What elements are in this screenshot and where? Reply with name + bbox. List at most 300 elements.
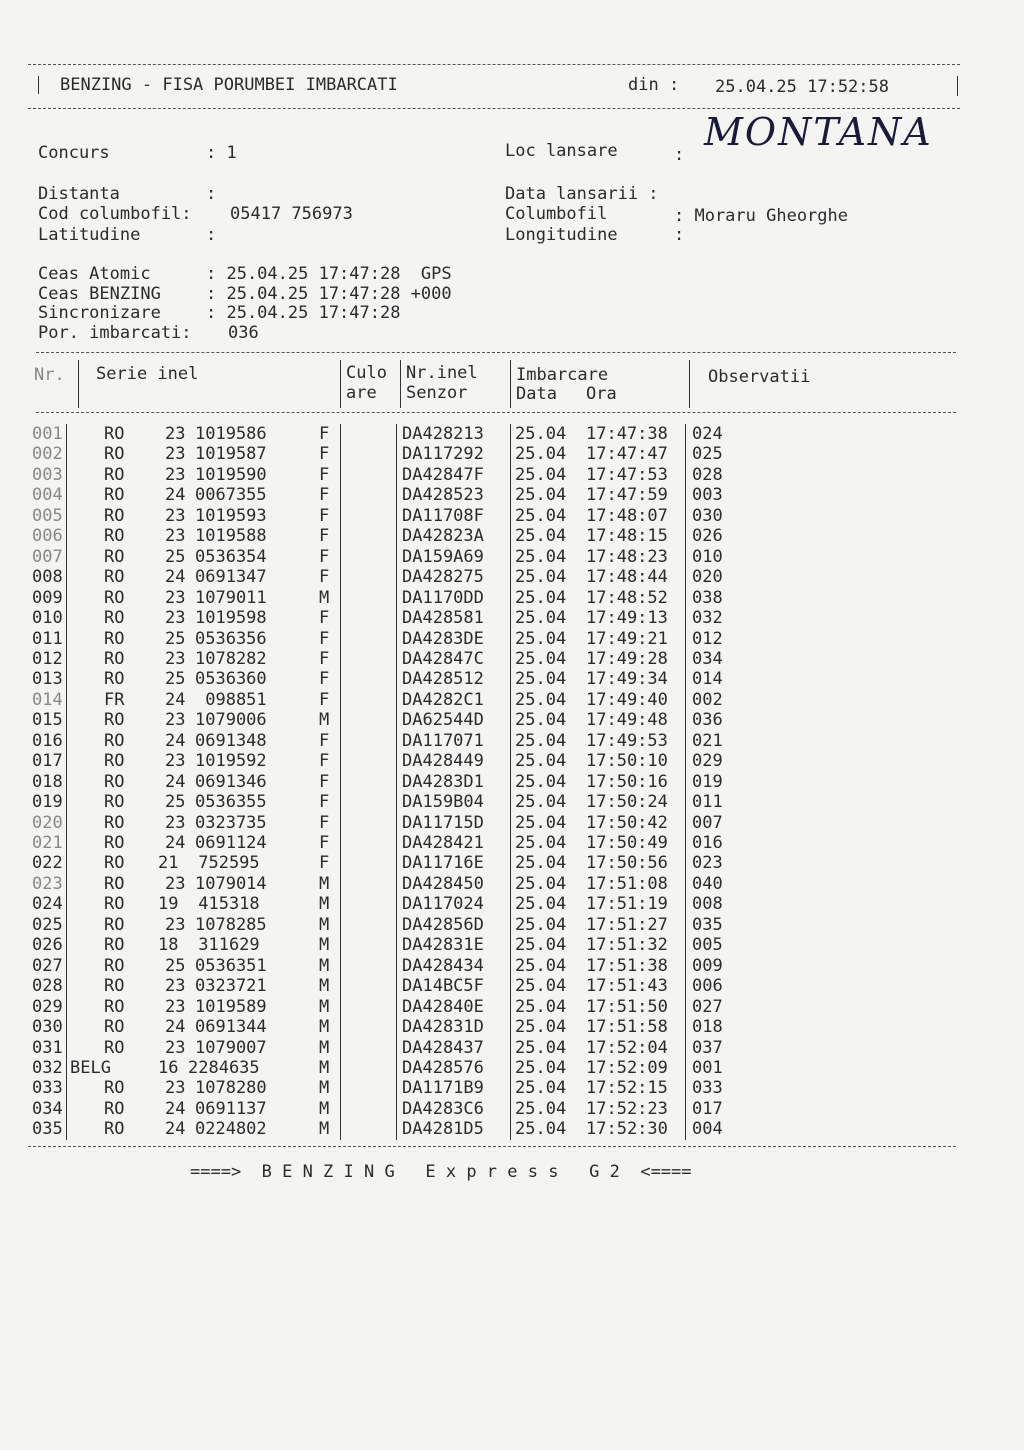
row-date: 25.04 — [515, 465, 567, 485]
row-country: RO — [104, 935, 125, 955]
table-row — [0, 792, 1024, 812]
distanta-label: Distanta — [38, 184, 120, 204]
row-ring-number: 311629 — [188, 935, 260, 955]
row-time: 17:51:08 — [586, 874, 668, 894]
row-date: 25.04 — [515, 874, 567, 894]
row-sex: M — [319, 976, 330, 996]
table-row — [0, 629, 1024, 649]
row-time: 17:48:15 — [586, 526, 668, 546]
row-sensor: DA11715D — [402, 813, 484, 833]
row-time: 17:48:23 — [586, 547, 668, 567]
row-year: 16 — [158, 1058, 179, 1078]
row-year: 23 — [165, 976, 186, 996]
row-year: 23 — [165, 465, 186, 485]
row-year: 23 — [165, 874, 186, 894]
row-ring-number: 1079007 — [195, 1038, 267, 1058]
row-year: 24 — [165, 485, 186, 505]
row-observation: 016 — [692, 833, 723, 853]
row-observation: 040 — [692, 874, 723, 894]
row-observation: 006 — [692, 976, 723, 996]
table-bottom-border — [28, 1146, 956, 1147]
row-observation: 012 — [692, 629, 723, 649]
row-ring-number: 0067355 — [195, 485, 267, 505]
header-top-border — [28, 64, 960, 65]
table-row — [0, 1038, 1024, 1058]
table-row — [0, 813, 1024, 833]
row-observation: 010 — [692, 547, 723, 567]
row-observation: 018 — [692, 1017, 723, 1037]
row-date: 25.04 — [515, 956, 567, 976]
row-year: 24 — [165, 731, 186, 751]
row-country: RO — [104, 1119, 125, 1139]
ceas-atomic-value: : 25.04.25 17:47:28 GPS — [206, 264, 452, 284]
row-country: RO — [104, 1017, 125, 1037]
row-sex: F — [319, 690, 330, 710]
row-sensor: DA42831E — [402, 935, 484, 955]
row-observation: 009 — [692, 956, 723, 976]
col-header-senzor: Senzor — [406, 383, 468, 403]
row-sensor: DA428512 — [402, 669, 484, 689]
row-ring-number: 0323735 — [195, 813, 267, 833]
row-sensor: DA428523 — [402, 485, 484, 505]
row-ring-number: 0691347 — [195, 567, 267, 587]
row-observation: 023 — [692, 853, 723, 873]
row-sensor: DA11716E — [402, 853, 484, 873]
row-time: 17:48:07 — [586, 506, 668, 526]
row-nr: 001 — [32, 424, 63, 444]
col-header-ora: Ora — [586, 384, 617, 404]
row-sensor: DA4282C1 — [402, 690, 484, 710]
row-sex: M — [319, 1119, 330, 1139]
document-title: BENZING - FISA PORUMBEI IMBARCATI — [60, 75, 398, 95]
row-time: 17:51:50 — [586, 997, 668, 1017]
row-observation: 005 — [692, 935, 723, 955]
row-ring-number: 1019598 — [195, 608, 267, 628]
row-time: 17:51:58 — [586, 1017, 668, 1037]
row-time: 17:50:24 — [586, 792, 668, 812]
row-country: RO — [104, 649, 125, 669]
row-time: 17:51:32 — [586, 935, 668, 955]
table-row — [0, 997, 1024, 1017]
row-time: 17:50:10 — [586, 751, 668, 771]
row-time: 17:48:52 — [586, 588, 668, 608]
row-nr: 007 — [32, 547, 63, 567]
row-nr: 016 — [32, 731, 63, 751]
row-sex: F — [319, 731, 330, 751]
row-sensor: DA428275 — [402, 567, 484, 587]
row-date: 25.04 — [515, 1099, 567, 1119]
row-sensor: DA428581 — [402, 608, 484, 628]
row-time: 17:49:48 — [586, 710, 668, 730]
row-sex: M — [319, 935, 330, 955]
col-header-culoare-1: Culo — [346, 363, 387, 383]
row-observation: 004 — [692, 1119, 723, 1139]
row-sensor: DA62544D — [402, 710, 484, 730]
row-time: 17:51:19 — [586, 894, 668, 914]
row-year: 23 — [165, 526, 186, 546]
row-observation: 029 — [692, 751, 723, 771]
row-year: 24 — [165, 1099, 186, 1119]
row-date: 25.04 — [515, 526, 567, 546]
row-ring-number: 0536360 — [195, 669, 267, 689]
row-nr: 017 — [32, 751, 63, 771]
row-date: 25.04 — [515, 1058, 567, 1078]
row-country: RO — [104, 547, 125, 567]
row-sensor: DA159A69 — [402, 547, 484, 567]
row-sex: F — [319, 485, 330, 505]
din-label: din : — [628, 75, 680, 95]
row-date: 25.04 — [515, 547, 567, 567]
header-sep-senzor — [510, 360, 511, 408]
row-country: RO — [104, 813, 125, 833]
row-country: RO — [104, 710, 125, 730]
table-row — [0, 690, 1024, 710]
row-ring-number: 1079006 — [195, 710, 267, 730]
table-row — [0, 956, 1024, 976]
row-sex: M — [319, 1017, 330, 1037]
row-ring-number: 0691137 — [195, 1099, 267, 1119]
row-nr: 025 — [32, 915, 63, 935]
row-date: 25.04 — [515, 506, 567, 526]
row-sex: F — [319, 424, 330, 444]
row-country: RO — [104, 629, 125, 649]
row-nr: 014 — [32, 690, 63, 710]
row-time: 17:52:09 — [586, 1058, 668, 1078]
row-country: RO — [104, 976, 125, 996]
header-sep-imbarcare — [689, 360, 690, 408]
row-date: 25.04 — [515, 424, 567, 444]
row-date: 25.04 — [515, 629, 567, 649]
row-ring-number: 0536354 — [195, 547, 267, 567]
row-sensor: DA159B04 — [402, 792, 484, 812]
row-nr: 019 — [32, 792, 63, 812]
row-year: 23 — [165, 997, 186, 1017]
row-ring-number: 2284635 — [188, 1058, 260, 1078]
table-row — [0, 894, 1024, 914]
row-sex: M — [319, 1058, 330, 1078]
row-country: RO — [104, 526, 125, 546]
row-nr: 002 — [32, 444, 63, 464]
table-row — [0, 731, 1024, 751]
row-year: 19 — [158, 894, 179, 914]
row-sex: F — [319, 853, 330, 873]
table-row — [0, 608, 1024, 628]
row-nr: 034 — [32, 1099, 63, 1119]
row-nr: 013 — [32, 669, 63, 689]
row-date: 25.04 — [515, 853, 567, 873]
row-country: RO — [104, 1038, 125, 1058]
row-nr: 032 — [32, 1058, 63, 1078]
row-observation: 034 — [692, 649, 723, 669]
row-time: 17:50:49 — [586, 833, 668, 853]
row-country: BELG — [70, 1058, 111, 1078]
row-observation: 007 — [692, 813, 723, 833]
row-year: 24 — [165, 1017, 186, 1037]
row-date: 25.04 — [515, 588, 567, 608]
row-ring-number: 0536351 — [195, 956, 267, 976]
row-ring-number: 1019589 — [195, 997, 267, 1017]
row-ring-number: 1019588 — [195, 526, 267, 546]
ceas-atomic-label: Ceas Atomic — [38, 264, 151, 284]
row-nr: 033 — [32, 1078, 63, 1098]
table-row — [0, 588, 1024, 608]
row-time: 17:50:56 — [586, 853, 668, 873]
row-year: 25 — [165, 792, 186, 812]
row-date: 25.04 — [515, 1038, 567, 1058]
row-nr: 009 — [32, 588, 63, 608]
row-sensor: DA42856D — [402, 915, 484, 935]
row-nr: 011 — [32, 629, 63, 649]
row-date: 25.04 — [515, 690, 567, 710]
row-date: 25.04 — [515, 751, 567, 771]
row-sex: M — [319, 997, 330, 1017]
row-country: RO — [104, 465, 125, 485]
row-time: 17:50:16 — [586, 772, 668, 792]
row-nr: 015 — [32, 710, 63, 730]
header-sep-serie — [340, 360, 341, 408]
porumbei-imbarcati-label: Por. imbarcati: — [38, 323, 192, 343]
row-sensor: DA42831D — [402, 1017, 484, 1037]
row-observation: 032 — [692, 608, 723, 628]
row-country: RO — [104, 1099, 125, 1119]
row-ring-number: 1078280 — [195, 1078, 267, 1098]
row-sensor: DA4281D5 — [402, 1119, 484, 1139]
row-year: 24 — [165, 567, 186, 587]
row-observation: 035 — [692, 915, 723, 935]
row-date: 25.04 — [515, 1078, 567, 1098]
row-year: 25 — [165, 956, 186, 976]
table-row — [0, 1078, 1024, 1098]
row-sex: F — [319, 506, 330, 526]
row-sex: F — [319, 465, 330, 485]
row-date: 25.04 — [515, 444, 567, 464]
row-sensor: DA4283DE — [402, 629, 484, 649]
row-country: RO — [104, 915, 125, 935]
row-sex: F — [319, 649, 330, 669]
row-country: RO — [104, 588, 125, 608]
row-time: 17:48:44 — [586, 567, 668, 587]
table-row — [0, 1058, 1024, 1078]
row-time: 17:52:23 — [586, 1099, 668, 1119]
row-observation: 002 — [692, 690, 723, 710]
row-sensor: DA11708F — [402, 506, 484, 526]
row-sex: F — [319, 567, 330, 587]
row-time: 17:50:42 — [586, 813, 668, 833]
table-row — [0, 649, 1024, 669]
row-sensor: DA42823A — [402, 526, 484, 546]
row-time: 17:51:27 — [586, 915, 668, 935]
row-sensor: DA117071 — [402, 731, 484, 751]
row-nr: 006 — [32, 526, 63, 546]
row-time: 17:49:53 — [586, 731, 668, 751]
row-country: RO — [104, 997, 125, 1017]
concurs-label: Concurs — [38, 143, 110, 163]
row-ring-number: 1078285 — [195, 915, 267, 935]
row-observation: 003 — [692, 485, 723, 505]
row-ring-number: 1078282 — [195, 649, 267, 669]
row-observation: 038 — [692, 588, 723, 608]
table-row — [0, 465, 1024, 485]
row-country: RO — [104, 833, 125, 853]
row-nr: 029 — [32, 997, 63, 1017]
row-nr: 026 — [32, 935, 63, 955]
row-observation: 024 — [692, 424, 723, 444]
table-row — [0, 874, 1024, 894]
table-row — [0, 1017, 1024, 1037]
row-nr: 004 — [32, 485, 63, 505]
table-row — [0, 976, 1024, 996]
cod-columbofil-label: Cod columbofil: — [38, 204, 192, 224]
concurs-value: : 1 — [206, 143, 237, 163]
din-value: 25.04.25 17:52:58 — [715, 77, 889, 97]
header-left-border — [38, 76, 39, 94]
row-sensor: DA4283C6 — [402, 1099, 484, 1119]
row-observation: 020 — [692, 567, 723, 587]
row-sex: F — [319, 772, 330, 792]
row-time: 17:52:15 — [586, 1078, 668, 1098]
row-year: 23 — [165, 813, 186, 833]
row-time: 17:52:04 — [586, 1038, 668, 1058]
row-nr: 021 — [32, 833, 63, 853]
footer-benzing-express: ====> B E N Z I N G E x p r e s s G 2 <==== — [190, 1162, 692, 1182]
table-row — [0, 567, 1024, 587]
row-year: 25 — [165, 547, 186, 567]
row-date: 25.04 — [515, 935, 567, 955]
row-year: 24 — [165, 1119, 186, 1139]
row-observation: 019 — [692, 772, 723, 792]
row-sensor: DA428450 — [402, 874, 484, 894]
loc-lansare-handwritten: MONTANA — [704, 110, 933, 154]
row-observation: 033 — [692, 1078, 723, 1098]
table-row — [0, 485, 1024, 505]
row-year: 24 — [165, 833, 186, 853]
loc-lansare-label: Loc lansare — [505, 141, 618, 161]
table-row — [0, 935, 1024, 955]
row-ring-number: 1019587 — [195, 444, 267, 464]
row-sex: M — [319, 874, 330, 894]
row-ring-number: 0536356 — [195, 629, 267, 649]
cod-columbofil-value: 05417 756973 — [230, 204, 353, 224]
row-time: 17:52:30 — [586, 1119, 668, 1139]
row-ring-number: 0691124 — [195, 833, 267, 853]
row-observation: 030 — [692, 506, 723, 526]
row-observation: 014 — [692, 669, 723, 689]
row-country: RO — [104, 444, 125, 464]
row-ring-number: 0536355 — [195, 792, 267, 812]
table-row — [0, 710, 1024, 730]
row-observation: 008 — [692, 894, 723, 914]
row-time: 17:49:34 — [586, 669, 668, 689]
columbofil-value: : Moraru Gheorghe — [674, 206, 848, 226]
row-nr: 023 — [32, 874, 63, 894]
row-time: 17:47:53 — [586, 465, 668, 485]
row-year: 23 — [165, 1078, 186, 1098]
row-observation: 025 — [692, 444, 723, 464]
header-sep-culoare — [400, 360, 401, 408]
row-sex: F — [319, 444, 330, 464]
row-sensor: DA14BC5F — [402, 976, 484, 996]
row-sex: M — [319, 915, 330, 935]
row-country: RO — [104, 956, 125, 976]
col-header-serie-inel: Serie inel — [96, 364, 199, 384]
row-ring-number: 752595 — [188, 853, 260, 873]
row-sensor: DA428434 — [402, 956, 484, 976]
row-year: 23 — [165, 506, 186, 526]
ceas-benzing-value: : 25.04.25 17:47:28 +000 — [206, 284, 452, 304]
col-header-culoare-2: are — [346, 383, 377, 403]
sincronizare-value: : 25.04.25 17:47:28 — [206, 303, 401, 323]
distanta-value: : — [206, 184, 217, 204]
row-country: RO — [104, 669, 125, 689]
row-year: 23 — [165, 751, 186, 771]
row-observation: 036 — [692, 710, 723, 730]
row-ring-number: 0323721 — [195, 976, 267, 996]
loc-lansare-colon: : — [674, 145, 685, 165]
row-nr: 031 — [32, 1038, 63, 1058]
row-year: 21 — [158, 853, 179, 873]
row-sensor: DA1170DD — [402, 588, 484, 608]
col-header-data: Data — [516, 384, 557, 404]
row-time: 17:49:40 — [586, 690, 668, 710]
row-nr: 028 — [32, 976, 63, 996]
row-ring-number: 1019592 — [195, 751, 267, 771]
row-year: 24 — [165, 690, 186, 710]
table-row — [0, 772, 1024, 792]
row-nr: 020 — [32, 813, 63, 833]
row-observation: 037 — [692, 1038, 723, 1058]
row-ring-number: 0691344 — [195, 1017, 267, 1037]
row-ring-number: 098851 — [195, 690, 267, 710]
porumbei-imbarcati-value: 036 — [228, 323, 259, 343]
row-country: RO — [104, 792, 125, 812]
row-ring-number: 415318 — [188, 894, 260, 914]
row-sex: M — [319, 710, 330, 730]
table-row — [0, 669, 1024, 689]
table-row — [0, 853, 1024, 873]
row-observation: 017 — [692, 1099, 723, 1119]
row-country: RO — [104, 772, 125, 792]
row-time: 17:49:13 — [586, 608, 668, 628]
row-sensor: DA1171B9 — [402, 1078, 484, 1098]
row-country: RO — [104, 894, 125, 914]
longitudine-label: Longitudine — [505, 225, 618, 245]
row-year: 23 — [165, 424, 186, 444]
row-observation: 028 — [692, 465, 723, 485]
row-nr: 005 — [32, 506, 63, 526]
row-year: 23 — [165, 588, 186, 608]
row-sensor: DA42840E — [402, 997, 484, 1017]
row-sex: M — [319, 956, 330, 976]
table-row — [0, 547, 1024, 567]
row-sensor: DA428437 — [402, 1038, 484, 1058]
row-time: 17:49:21 — [586, 629, 668, 649]
row-date: 25.04 — [515, 997, 567, 1017]
row-date: 25.04 — [515, 649, 567, 669]
row-sex: M — [319, 588, 330, 608]
table-row — [0, 833, 1024, 853]
header-bottom-border — [28, 108, 960, 109]
ceas-benzing-label: Ceas BENZING — [38, 284, 161, 304]
row-sex: F — [319, 751, 330, 771]
row-sensor: DA117292 — [402, 444, 484, 464]
table-top-border — [36, 352, 956, 353]
row-ring-number: 1019593 — [195, 506, 267, 526]
row-sensor: DA42847F — [402, 465, 484, 485]
row-country: RO — [104, 874, 125, 894]
row-date: 25.04 — [515, 1119, 567, 1139]
row-ring-number: 1019590 — [195, 465, 267, 485]
table-row — [0, 1119, 1024, 1139]
